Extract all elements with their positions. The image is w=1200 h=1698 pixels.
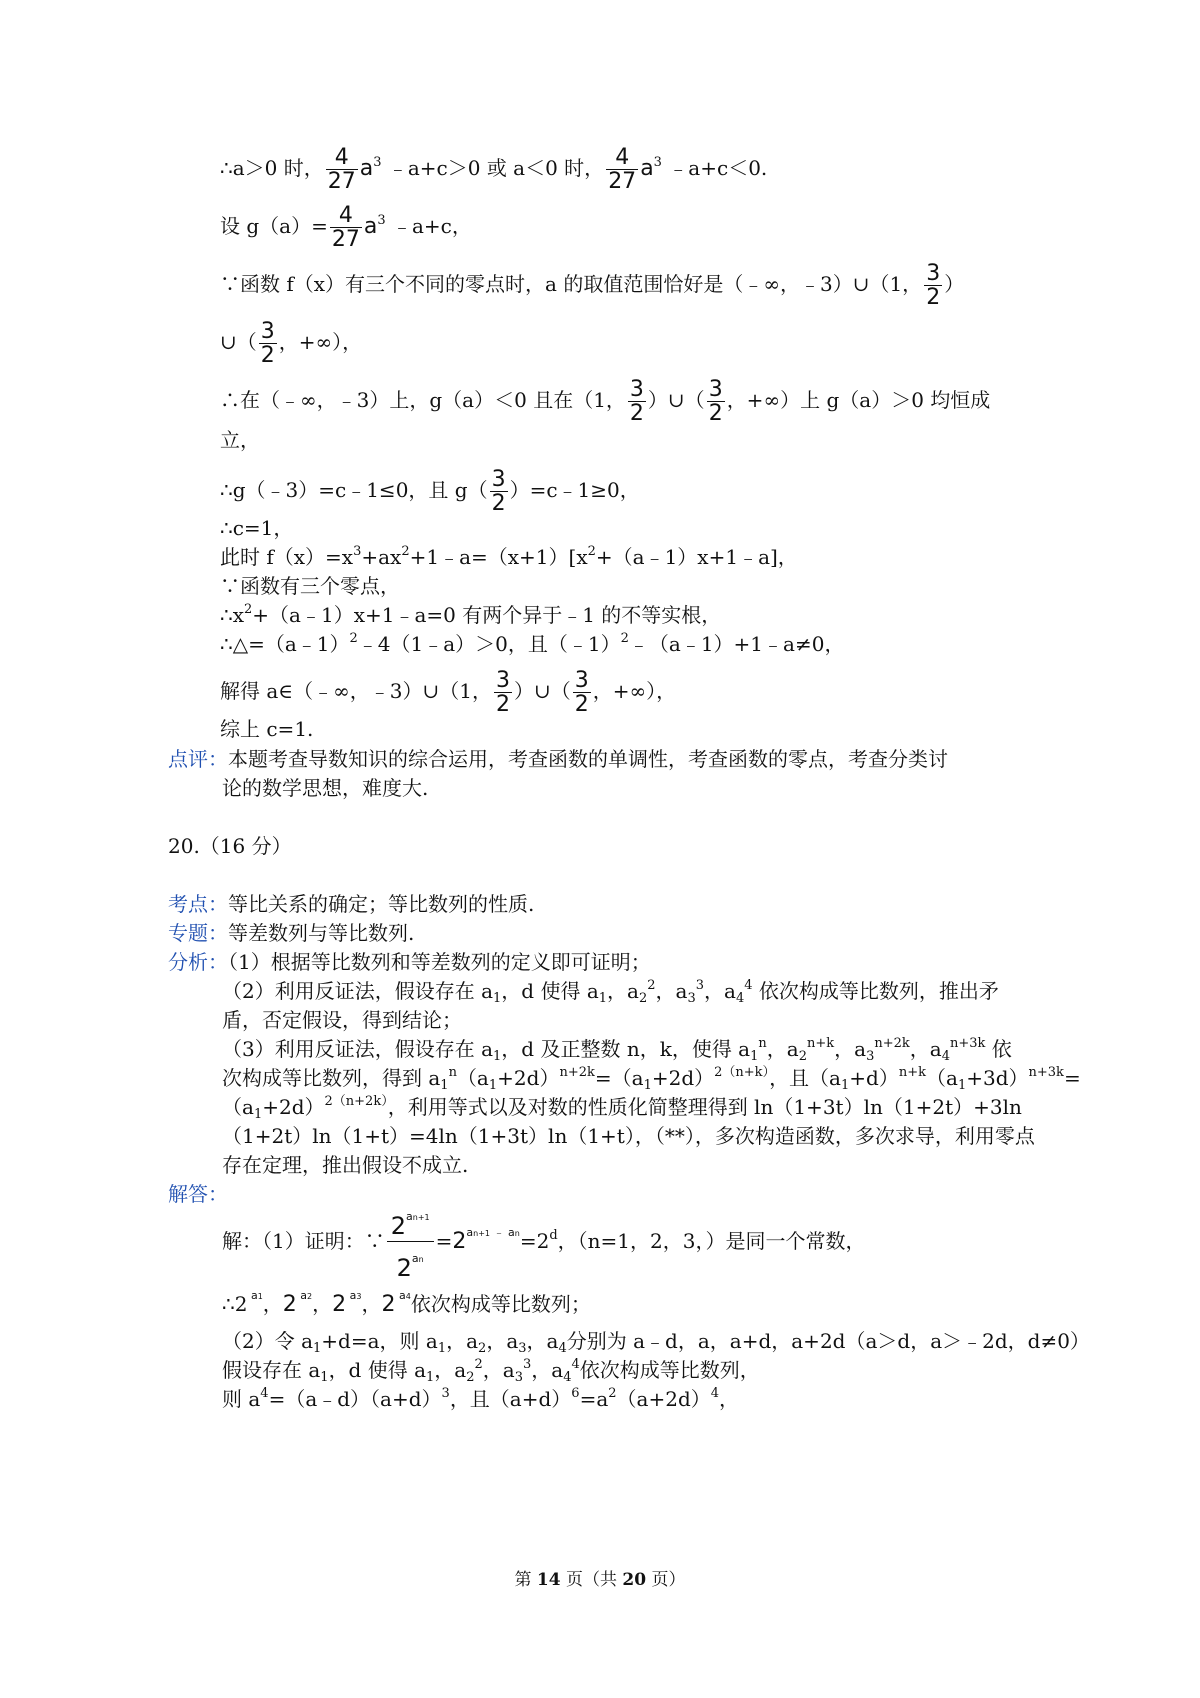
comment-line-2: 论的数学思想，难度大.	[222, 776, 429, 800]
numerator	[387, 1204, 434, 1241]
text: ，+∞）上 g（a）＞0 均恒成	[726, 388, 991, 412]
exp	[466, 1226, 519, 1239]
denominator: 2	[491, 491, 506, 516]
text: ﹣（a﹣1）+1﹣a≠0，	[628, 632, 845, 656]
zhuanti-line	[168, 920, 414, 946]
text: ，a	[446, 1329, 479, 1353]
exp: 2	[474, 1357, 483, 1372]
text: 假设存在 a	[222, 1358, 321, 1382]
text: ∴x	[220, 603, 245, 627]
footer-text: 页（共	[560, 1570, 623, 1590]
text: ，且（a	[769, 1066, 841, 1090]
sub: 4	[558, 1341, 567, 1356]
fenxi-line-5	[222, 1065, 1081, 1091]
fenxi-line-7: （1+2t）ln（1+t）=4ln（1+3t）ln（1+t），（**），多次构造函数，多次求导，利用零点	[222, 1124, 1035, 1148]
text: 本题考查导数知识的综合运用，考查函数的单调性，考查函数的零点，考查分类讨	[228, 747, 948, 771]
comma: ，	[312, 1292, 333, 1316]
text: ）∪（	[647, 388, 705, 412]
base: 2	[282, 1292, 297, 1317]
text: ∵函数 f（x）有三个不同的零点时，a 的取值范围恰好是（﹣∞，﹣3）∪（1，	[220, 272, 923, 296]
numerator: 4	[338, 203, 353, 228]
text: =（a	[594, 1066, 644, 1090]
power-2-a1	[247, 1289, 263, 1317]
text: ，且（a+d）	[449, 1387, 572, 1411]
text: 解：（1）证明：∵	[222, 1229, 385, 1253]
jieda-line-4	[222, 1357, 760, 1383]
text: ﹣4（1﹣a）＞0，且（﹣1）	[357, 632, 621, 656]
text: ，d 使得 a	[328, 1358, 427, 1382]
text: ，a	[655, 979, 688, 1003]
text: 依次构成等比数列；	[410, 1292, 591, 1316]
exp: 4	[571, 1357, 580, 1372]
text: +2d）	[262, 1095, 325, 1119]
numerator: 4	[334, 145, 349, 170]
exp-sub: n	[418, 1255, 424, 1264]
line-8: ∴c=1，	[220, 516, 294, 540]
exp-var: a	[466, 1226, 474, 1239]
exp: 2	[401, 544, 410, 559]
exp: 2（n+k）	[714, 1065, 770, 1080]
exp: n+k	[806, 1036, 835, 1051]
text: ﹣a+c，	[385, 214, 472, 238]
exp	[346, 1289, 361, 1302]
var: a	[640, 156, 654, 181]
kaodian-line	[168, 891, 534, 917]
text: +d=a，则 a	[321, 1329, 438, 1353]
denominator: 27	[331, 227, 360, 252]
power-expression	[452, 1226, 520, 1254]
footer-text: 第	[514, 1570, 537, 1590]
text: 依次构成等比数列，推出矛	[752, 979, 999, 1003]
line-5	[220, 378, 990, 425]
text: 等比关系的确定；等比数列的性质.	[228, 892, 535, 916]
base: 2	[396, 1254, 412, 1282]
line-2	[220, 204, 472, 251]
exp: n+3k	[950, 1036, 986, 1051]
line-9	[220, 544, 798, 570]
fraction-4-27	[330, 204, 362, 251]
exp: 4	[744, 978, 753, 993]
exp: n+k	[898, 1065, 926, 1080]
text: ﹣a+c＜0.	[661, 156, 768, 180]
text: ﹣a+c＞0 或 a＜0 时，	[381, 156, 605, 180]
fraction-3-2	[707, 378, 725, 425]
exp: 2	[349, 631, 358, 646]
line-3	[220, 262, 964, 309]
text: ，a	[526, 1329, 559, 1353]
text: ，（n=1，2，3，）是同一个常数，	[557, 1229, 866, 1253]
exp: n+3k	[1028, 1065, 1064, 1080]
minus: ﹣	[493, 1226, 505, 1239]
jieda-label-line	[168, 1181, 228, 1207]
text: （a+2d）	[616, 1387, 711, 1411]
exp: 3	[373, 155, 382, 170]
exp-sub: n+1	[412, 1213, 430, 1222]
footer-text: 页）	[646, 1570, 686, 1590]
text: （2）利用反证法，假设存在 a	[222, 979, 494, 1003]
zhuanti-label: 专题：	[168, 921, 228, 945]
fraction-3-2	[628, 378, 646, 425]
exp: n+2k	[559, 1065, 595, 1080]
jieda-line-5	[222, 1386, 739, 1412]
text: ，d 使得 a	[501, 979, 599, 1003]
text: =	[435, 1229, 453, 1253]
exp	[412, 1252, 424, 1265]
line-10: ∵函数有三个零点，	[220, 574, 400, 598]
text: +3d）	[966, 1066, 1029, 1090]
sub: 1	[643, 1078, 652, 1093]
exp-sub: n	[514, 1229, 520, 1238]
sub: 2	[638, 991, 648, 1006]
numerator: 3	[708, 377, 723, 402]
text: ）∪（	[513, 679, 571, 703]
exp: n	[758, 1036, 767, 1051]
line-1	[220, 146, 767, 193]
fenxi-line-6	[222, 1094, 1022, 1120]
comma: ，	[361, 1292, 382, 1316]
jieda-line-3	[222, 1328, 1090, 1354]
exp-var: a	[411, 1252, 419, 1265]
exp: 3	[695, 978, 705, 993]
fraction-4-27	[326, 146, 358, 193]
text: ，a	[486, 1329, 519, 1353]
exp-sub: n+1	[473, 1229, 491, 1238]
numerator: 3	[260, 319, 275, 344]
text: +（a﹣1）x+1﹣a=0 有两个异于﹣1 的不等实根，	[252, 603, 722, 627]
exp: 2	[587, 544, 596, 559]
var: a	[359, 156, 374, 181]
jieda-line-2	[222, 1283, 591, 1318]
exp: 3	[441, 1386, 450, 1401]
fenxi-label: 分析：	[168, 950, 228, 974]
denominator: 27	[327, 169, 356, 194]
line-6: 立，	[220, 428, 260, 452]
denominator: 27	[608, 169, 637, 194]
exp-var: a	[508, 1226, 515, 1239]
text: ，	[719, 1387, 740, 1411]
kaodian-label: 考点：	[168, 892, 228, 916]
text: =（a﹣d）（a+d）	[268, 1387, 442, 1411]
text: （a	[456, 1066, 489, 1090]
text: ，+∞），	[278, 330, 363, 354]
exp-sub: 2	[307, 1292, 313, 1301]
text: +2d）	[497, 1066, 560, 1090]
sub: 1	[957, 1078, 967, 1093]
exp-var: a	[349, 1289, 357, 1302]
sub: 1	[313, 1341, 322, 1356]
text: ∴a＞0 时，	[220, 156, 324, 180]
page-number: 14	[536, 1570, 561, 1590]
exp: 2	[608, 1386, 617, 1401]
denominator: 2	[260, 343, 275, 368]
text: （2）令 a	[222, 1329, 314, 1353]
text: 此时 f（x）=x	[220, 545, 354, 569]
text: ∴在（﹣∞，﹣3）上，g（a）＜0 且在（1，	[220, 388, 626, 412]
numerator: 4	[615, 145, 630, 170]
sub: 1	[493, 1049, 502, 1064]
sub: 3	[866, 1049, 875, 1064]
exp: 2（n+2k）	[324, 1094, 388, 1109]
text: （a	[926, 1066, 958, 1090]
exp: 2	[620, 631, 629, 646]
fraction-3-2	[490, 468, 508, 515]
text: +2d）	[651, 1066, 715, 1090]
fenxi-line-3: 盾，否定假设，得到结论；	[222, 1008, 462, 1032]
fenxi-line-1	[168, 949, 651, 975]
denominator: 2	[708, 401, 723, 426]
base: 2	[452, 1229, 467, 1254]
fraction-4-27	[606, 146, 638, 193]
sub: 4	[563, 1370, 572, 1385]
fraction-3-2	[573, 669, 591, 716]
numerator: 3	[926, 261, 941, 286]
text: 等差数列与等比数列.	[228, 921, 415, 945]
fenxi-line-8: 存在定理，推出假设不成立.	[222, 1153, 469, 1177]
sub: 1	[488, 1078, 498, 1093]
text: ∴g（﹣3）=c﹣1≤0，且 g（	[220, 478, 488, 502]
numerator: 3	[574, 668, 589, 693]
fraction-3-2	[494, 669, 512, 716]
comma: ，	[262, 1292, 283, 1316]
jieda-label: 解答：	[168, 1182, 228, 1206]
comment-label: 点评：	[168, 747, 228, 771]
sub: 2	[798, 1049, 807, 1064]
exp: 3	[653, 155, 662, 170]
text: ）=c﹣1≥0，	[509, 478, 640, 502]
text: ，a	[834, 1037, 867, 1061]
text: （1）根据等比数列和等差数列的定义即可证明；	[228, 950, 651, 974]
exp: n	[448, 1065, 457, 1080]
sub: 4	[941, 1049, 950, 1064]
exp: 6	[571, 1386, 580, 1401]
text: ∪（	[220, 330, 257, 354]
text: 依	[985, 1037, 1012, 1061]
sub: 1	[440, 1078, 449, 1093]
exp-sub: 4	[405, 1292, 411, 1301]
text: 分别为 a﹣d，a，a+d，a+2d（a＞d，a＞﹣2d，d≠0）	[566, 1329, 1090, 1353]
sub: 1	[493, 991, 502, 1006]
denominator	[387, 1241, 434, 1281]
comment-line-1	[168, 746, 948, 772]
sub: 1	[437, 1341, 447, 1356]
question-20-heading: 20.（16 分）	[168, 834, 292, 858]
fenxi-line-2	[222, 978, 999, 1004]
text: ，a	[766, 1037, 799, 1061]
exp-sub: 3	[356, 1292, 362, 1301]
text: =	[1063, 1066, 1081, 1090]
exp-var: a	[250, 1289, 258, 1302]
jieda-line-1	[222, 1204, 865, 1281]
text: （a	[222, 1095, 254, 1119]
base: 2	[381, 1292, 396, 1317]
text: ，+∞），	[592, 679, 677, 703]
power-2-a4	[381, 1289, 411, 1317]
exp: 4	[260, 1386, 269, 1401]
exp: 4	[710, 1386, 720, 1401]
page-total: 20	[622, 1570, 647, 1590]
text: 解得 a∈（﹣∞，﹣3）∪（1，	[220, 679, 492, 703]
fraction-power	[387, 1204, 434, 1281]
line-14: 综上 c=1.	[220, 717, 314, 741]
base: 2	[332, 1292, 347, 1317]
sub: 1	[598, 991, 608, 1006]
numerator: 3	[495, 668, 510, 693]
exp	[395, 1289, 410, 1302]
text: =2	[519, 1229, 550, 1253]
text: +1﹣a=（x+1）[x	[409, 545, 588, 569]
sub: 1	[320, 1370, 329, 1385]
text: ，a	[704, 979, 736, 1003]
denominator: 2	[574, 692, 589, 717]
line-7	[220, 468, 640, 515]
sub: 1	[426, 1370, 435, 1385]
exp: 3	[377, 213, 386, 228]
text: ，利用等式以及对数的性质化简整理得到 ln（1+3t）ln（1+2t）+3ln	[387, 1095, 1022, 1119]
text: =a	[579, 1387, 609, 1411]
power-2-a3	[332, 1289, 362, 1317]
power-2-a2	[282, 1289, 313, 1317]
sub: 1	[253, 1107, 263, 1122]
exp: 3	[353, 544, 362, 559]
text: （3）利用反证法，假设存在 a	[222, 1037, 494, 1061]
sub: 3	[514, 1370, 524, 1385]
numerator: 3	[491, 467, 506, 492]
exp: n+2k	[874, 1036, 910, 1051]
text: ，a	[482, 1358, 515, 1382]
fraction-3-2	[259, 320, 277, 367]
fenxi-line-4	[222, 1036, 1012, 1062]
exp	[297, 1289, 312, 1302]
line-11	[220, 602, 721, 628]
text: +ax	[361, 545, 402, 569]
exp-var: a	[300, 1289, 308, 1302]
sub: 2	[478, 1341, 487, 1356]
exp: d	[549, 1228, 558, 1243]
text: ，a	[434, 1358, 467, 1382]
exp: 2	[647, 978, 656, 993]
exp	[247, 1289, 262, 1302]
text: ∴△=（a﹣1）	[220, 632, 350, 656]
sub: 1	[750, 1049, 759, 1064]
text: 则 a	[222, 1387, 261, 1411]
text: ，a	[531, 1358, 564, 1382]
exp-var: a	[406, 1210, 413, 1223]
var: a	[363, 214, 378, 239]
denominator: 2	[495, 692, 510, 717]
exp: 3	[523, 1357, 532, 1372]
text: ，a	[607, 979, 639, 1003]
text: 依次构成等比数列，	[579, 1358, 760, 1382]
numerator: 3	[629, 377, 644, 402]
text: +d）	[849, 1066, 899, 1090]
exp-sub: 1	[257, 1292, 263, 1301]
text: ∴2	[222, 1292, 248, 1316]
text: ）	[944, 272, 965, 296]
exp-var: a	[398, 1289, 406, 1302]
base: 2	[390, 1212, 407, 1240]
denominator: 2	[629, 401, 644, 426]
text: 次构成等比数列，得到 a	[222, 1066, 441, 1090]
sub: 4	[735, 991, 745, 1006]
text: 设 g（a）=	[220, 214, 328, 238]
exp	[406, 1210, 430, 1223]
line-4	[220, 320, 362, 367]
denominator: 2	[926, 285, 941, 310]
page-footer	[0, 1565, 1200, 1590]
exp: 2	[244, 602, 253, 617]
text: ，d 及正整数 n，k，使得 a	[501, 1037, 751, 1061]
sub: 3	[687, 991, 696, 1006]
line-12	[220, 631, 844, 657]
text: ，a	[909, 1037, 942, 1061]
sub: 3	[518, 1341, 527, 1356]
fraction-3-2	[924, 262, 942, 309]
sub: 2	[466, 1370, 475, 1385]
text: +（a﹣1）x+1﹣a]，	[595, 545, 798, 569]
sub: 1	[841, 1078, 850, 1093]
line-13	[220, 669, 676, 716]
